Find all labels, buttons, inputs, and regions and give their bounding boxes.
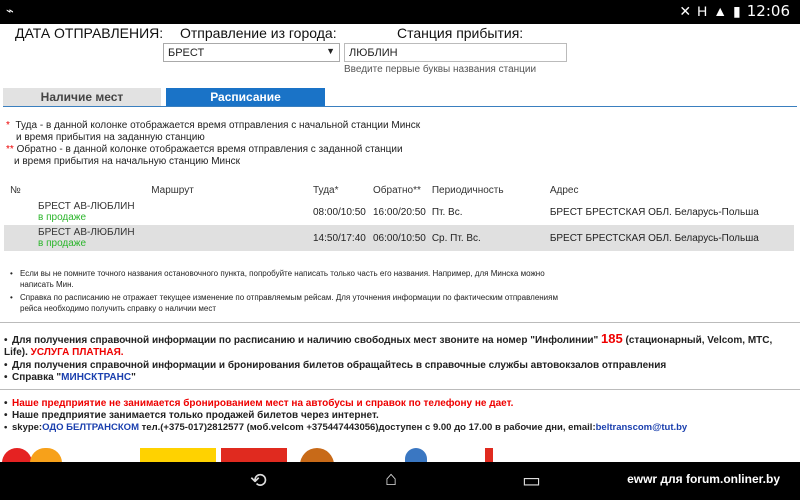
availability-status: в продаже [38, 238, 87, 249]
contacts-text: тел.(+375-017)2812577 (моб.velcom +375447443056)доступен с 9.00 до 17.00 в рабочие дни, email: [139, 422, 596, 433]
tab-schedule[interactable]: Расписание [166, 88, 325, 106]
navigation-bar [0, 462, 800, 500]
paid-service-label: УСЛУГА ПЛАТНАЯ. [30, 347, 124, 358]
partner-logo-globe [405, 448, 427, 462]
signal-h-label: H [697, 3, 708, 19]
info-minsktrans: • Справка "МИНСКТРАНС" [4, 372, 136, 383]
battery-icon: ▮ [733, 2, 741, 19]
there-time: 08:00/10:50 [313, 206, 366, 218]
col-period: Периодичность [431, 185, 504, 196]
arrival-station-label: Станция прибытия: [397, 25, 524, 41]
skype-prefix: skype: [12, 422, 43, 433]
minsktrans-link[interactable]: МИНСКТРАНС [61, 372, 132, 383]
periodicity: Ср. Пт. Вс. [426, 225, 544, 251]
partner-logos [0, 446, 800, 462]
info-no-booking: • Наше предприятие не занимается бронированием мест на автобусы и справок по телефону не дает. [4, 398, 514, 409]
from-city-select[interactable] [163, 43, 340, 62]
back-icon[interactable]: ⟲ [250, 470, 267, 492]
schedule-notes [6, 120, 420, 168]
arrival-station-input[interactable] [344, 43, 567, 62]
infoline-number: 185 [601, 331, 623, 346]
col-number: № [10, 185, 21, 196]
note-there-line1: Туда - в данной колонке отображается время отправления с начальной станции Минск [15, 120, 421, 131]
note-star: * [6, 120, 10, 131]
signal-icon: ▲ [713, 3, 728, 19]
search-tips [10, 268, 570, 316]
availability-status: в продаже [38, 212, 87, 223]
clock: 12:06 [746, 2, 790, 20]
col-there: Туда* [313, 185, 339, 196]
infoline-operators: (стационарный, Velcom, MTC, Life). [4, 335, 773, 358]
from-city-label: Отправление из города: [180, 25, 337, 41]
chevron-down-icon: ▼ [326, 46, 335, 56]
col-address: Адрес [549, 185, 579, 196]
there-time: 14:50/17:40 [307, 225, 367, 251]
tab-bar [3, 88, 797, 107]
minsktrans-suffix: " [131, 372, 136, 383]
watermark: ewwr для forum.onliner.by [627, 472, 780, 486]
partner-logo-red [221, 448, 287, 462]
address: БРЕСТ БРЕСТСКАЯ ОБЛ. Беларусь-Польша [549, 206, 759, 218]
address: БРЕСТ БРЕСТСКАЯ ОБЛ. Беларусь-Польша [544, 225, 794, 251]
home-icon[interactable]: ⌂ [385, 468, 398, 490]
tip-schedule-changes: • Справка по расписанию не отражает текущее изменение по отправляемым рейсам. Для уточнения информации по фактическим отправлениям рейса необходимо получить справку о наличии мест [10, 292, 570, 314]
route-cell[interactable] [32, 225, 307, 251]
info-contacts: • skype:ОДО БЕЛТРАНСКОМ тел.(+375-017)2812577 (моб.velcom +375447443056)доступен с 9.00 до 17.00 в рабочие дни, email:beltranscom@tut.by [4, 422, 688, 433]
status-bar [0, 0, 800, 24]
from-city-value: БРЕСТ [168, 47, 205, 59]
email-link[interactable]: beltranscom@tut.by [595, 422, 688, 433]
info-booking: • Для получения справочной информации и бронирования билетов обращайтесь в справочные службы автовокзалов отправления [4, 360, 667, 371]
skype-link[interactable]: ОДО БЕЛТРАНСКОМ [42, 422, 139, 433]
tab-availability[interactable]: Наличие мест [3, 88, 161, 106]
arrival-station-hint: Введите первые буквы названия станции [344, 64, 537, 75]
mastercard-logo [2, 448, 32, 462]
table-header [4, 182, 794, 199]
back-time: 16:00/20:50 [373, 206, 426, 218]
back-time: 06:00/10:50 [367, 225, 426, 251]
date-label: ДАТА ОТПРАВЛЕНИЯ: [15, 25, 164, 41]
usb-icon: ⌁ [6, 3, 14, 18]
divider [0, 389, 800, 390]
route-name: БРЕСТ АВ-ЛЮБЛИН [38, 201, 135, 212]
partner-logo-round [300, 448, 334, 462]
tip-partial-name: • Если вы не помните точного названия остановочного пункта, попробуйте написать только часть его названия. Например, для Минска можно написать Мин. [10, 268, 570, 290]
no-booking-warning: Наше предприятие не занимается бронированием мест на автобусы и справок по телефону не дает. [12, 398, 514, 409]
route-cell[interactable] [32, 199, 307, 225]
note-back-line1: Обратно - в данной колонке отображается время отправления с заданной станции [16, 144, 403, 155]
table-row[interactable] [4, 225, 794, 251]
arrival-station-value: ЛЮБЛИН [349, 47, 398, 59]
note-there-line2: и время прибытия на заданную станцию [16, 132, 205, 143]
note-back-line2: и время прибытия на начальную станцию Минск [14, 156, 241, 167]
partner-logo-yellow [140, 448, 216, 462]
table-row[interactable] [4, 199, 794, 225]
note-double-star: ** [6, 144, 14, 155]
infoline-text: Для получения справочной информации по расписанию и наличию свободных мест звоните на номер "Инфолинии" [12, 335, 599, 346]
divider [0, 322, 800, 323]
col-route: Маршрут [151, 185, 194, 196]
online-only-text: Наше предприятие занимается только продажей билетов через интернет. [12, 410, 379, 421]
periodicity: Пт. Вс. [431, 206, 463, 218]
recent-apps-icon[interactable]: ▭ [522, 470, 541, 492]
info-online-only: • Наше предприятие занимается только продажей билетов через интернет. [4, 410, 379, 421]
col-back: Обратно** [373, 185, 421, 196]
route-name: БРЕСТ АВ-ЛЮБЛИН [38, 227, 135, 238]
partner-logo-small [485, 448, 493, 462]
info-infoline: • Для получения справочной информации по расписанию и наличию свободных мест звоните на номер "Инфолинии" 185 (стационарный, Velcom, MTC, Life). УСЛУГА ПЛАТНАЯ. [4, 331, 773, 358]
mastercard-logo-right [30, 448, 62, 462]
schedule-table [4, 182, 794, 251]
bluetooth-off-icon: ✕ [679, 2, 692, 19]
booking-text: Для получения справочной информации и бронирования билетов обращайтесь в справочные службы автовокзалов отправления [12, 360, 667, 371]
minsktrans-prefix: Справка " [12, 372, 62, 383]
